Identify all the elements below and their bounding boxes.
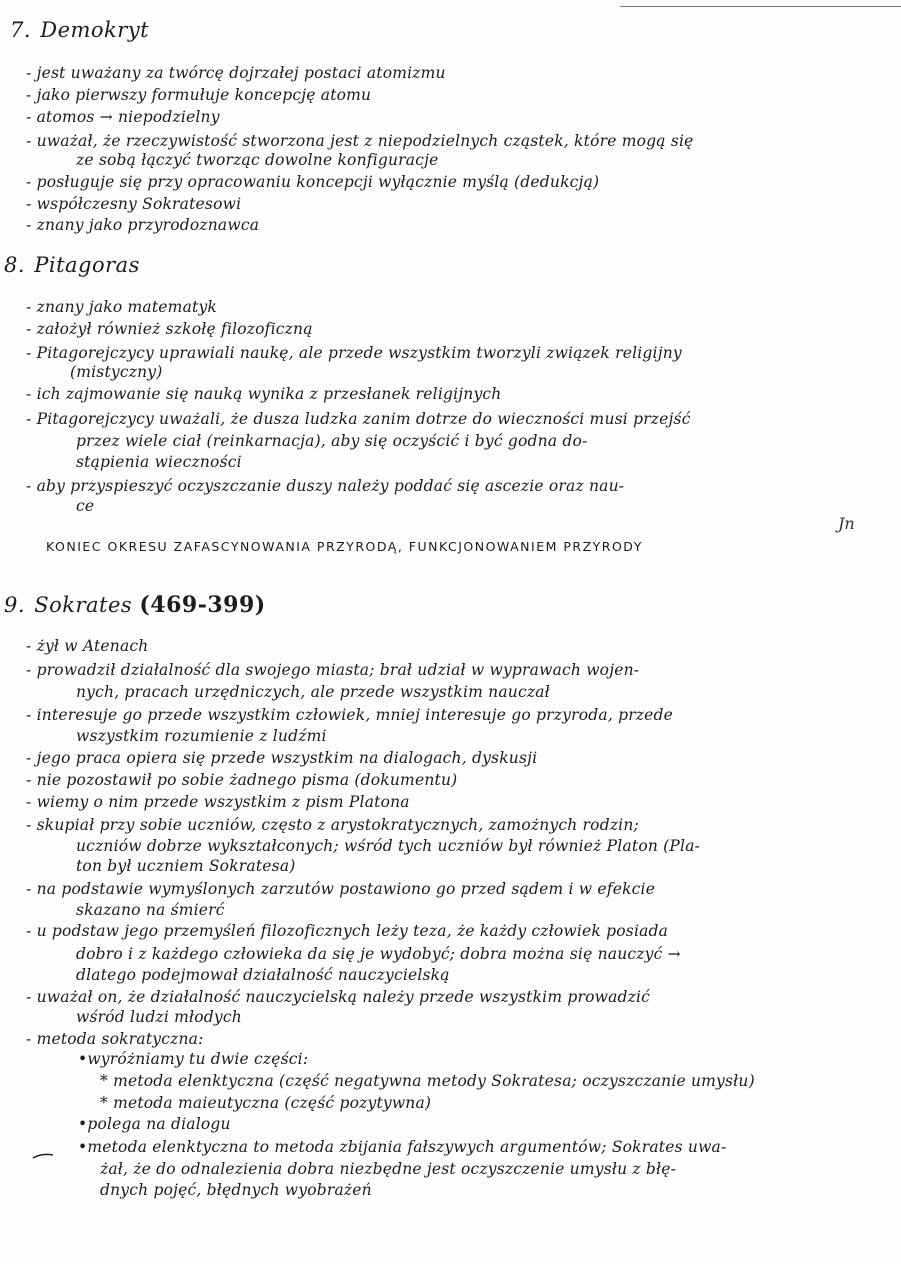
s7-line: - współczesny Sokratesowi — [26, 195, 241, 213]
s9-subline: żał, że do odnalezienia dobra niezbędne jest oczyszczenie umysłu z błę- — [100, 1160, 677, 1178]
s8-line: ce — [76, 497, 95, 515]
s8-line: - ich zajmowanie się nauką wynika z przesłanek religijnych — [26, 385, 501, 403]
s9-subline: * metoda elenktyczna (część negatywna metody Sokratesa; oczyszczanie umysłu) — [100, 1072, 755, 1090]
s9-line: - nie pozostawił po sobie żadnego pisma (dokumentu) — [26, 771, 457, 789]
s9-line: ton był uczniem Sokratesa) — [76, 857, 296, 875]
s7-line: - atomos → niepodzielny — [26, 108, 220, 126]
section-9-heading — [4, 592, 266, 618]
s7-line: - jako pierwszy formułuje koncepcję atomu — [26, 86, 371, 104]
s7-line: - znany jako przyrodoznawca — [26, 216, 259, 234]
s9-line: wśród ludzi młodych — [76, 1008, 242, 1026]
margin-mark: Jn — [838, 514, 855, 533]
top-edge-line — [620, 6, 901, 7]
s8-line: - znany jako matematyk — [26, 298, 217, 316]
s9-line: - u podstaw jego przemyśleń filozoficznych leży teza, że każdy człowiek posiada — [26, 922, 668, 940]
s8-line: - Pitagorejczycy uprawiali naukę, ale przede wszystkim tworzyli związek religijny — [26, 344, 682, 362]
s9-line: wszystkim rozumienie z ludźmi — [76, 727, 327, 745]
s9-line: dlatego podejmował działalność nauczycielską — [76, 966, 450, 984]
s9-line: - żył w Atenach — [26, 637, 148, 655]
s9-line: skazano na śmierć — [76, 901, 225, 919]
s9-line: - interesuje go przede wszystkim człowiek, mniej interesuje go przyroda, przede — [26, 706, 673, 724]
s8-line: stąpienia wieczności — [76, 453, 242, 471]
s9-subline: * metoda maieutyczna (część pozytywna) — [100, 1094, 431, 1112]
s9-subline: • wyróżniamy tu dwie części: — [78, 1050, 308, 1068]
s9-line: nych, pracach urzędniczych, ale przede wszystkim nauczał — [76, 683, 550, 701]
s9-line: - metoda sokratyczna: — [26, 1030, 204, 1048]
section-9-title: Sokrates — [34, 593, 133, 617]
section-8-title: Pitagoras — [34, 253, 140, 277]
s9-line: dobro i z każdego człowieka da się je wydobyć; dobra można się nauczyć → — [76, 945, 681, 963]
s9-line: - uważał on, że działalność nauczycielską należy przede wszystkim prowadzić — [26, 988, 650, 1006]
s9-line: uczniów dobrze wykształconych; wśród tych uczniów był również Platon (Pla- — [76, 837, 701, 855]
section-9-number: 9. — [4, 593, 26, 617]
s7-line: - uważał, że rzeczywistość stworzona jest z niepodzielnych cząstek, które mogą się — [26, 132, 694, 150]
s7-line: ze sobą łączyć tworząc dowolne konfiguracje — [76, 151, 439, 169]
section-9-dates: (469-399) — [139, 592, 266, 618]
s9-subline: • polega na dialogu — [78, 1115, 231, 1133]
s7-line: - jest uważany za twórcę dojrzałej postaci atomizmu — [26, 64, 446, 82]
s9-line: - prowadził działalność dla swojego miasta; brał udział w wyprawach wojen- — [26, 661, 639, 679]
section-8-heading — [4, 253, 140, 277]
s9-subline: • metoda elenktyczna to metoda zbijania fałszywych argumentów; Sokrates uwa- — [78, 1138, 726, 1156]
section-7-title: Demokryt — [40, 18, 150, 42]
s9-line: - skupiał przy sobie uczniów, często z arystokratycznych, zamożnych rodzin; — [26, 816, 639, 834]
s7-line: - posługuje się przy opracowaniu koncepcji wyłącznie myślą (dedukcją) — [26, 173, 599, 191]
s8-line: - Pitagorejczycy uważali, że dusza ludzka zanim dotrze do wieczności musi przejść — [26, 410, 691, 428]
s8-line: (mistyczny) — [70, 363, 163, 381]
s8-line: - założył również szkołę filozoficzną — [26, 320, 313, 338]
s9-line: - jego praca opiera się przede wszystkim na dialogach, dyskusji — [26, 749, 537, 767]
section-7-number: 7. — [10, 18, 32, 42]
end-of-period-banner: KONIEC OKRESU ZAFASCYNOWANIA PRZYRODĄ, FUNKCJONOWANIEM PRZYRODY — [46, 539, 643, 554]
margin-dash-mark — [32, 1152, 54, 1160]
s9-subline: dnych pojęć, błędnych wyobrażeń — [100, 1181, 372, 1199]
s8-line: przez wiele ciał (reinkarnacja), aby się oczyścić i być godna do- — [76, 432, 588, 450]
section-8-number: 8. — [4, 253, 26, 277]
s8-line: - aby przyspieszyć oczyszczanie duszy należy poddać się ascezie oraz nau- — [26, 477, 624, 495]
s9-line: - wiemy o nim przede wszystkim z pism Platona — [26, 793, 410, 811]
s9-line: - na podstawie wymyślonych zarzutów postawiono go przed sądem i w efekcie — [26, 880, 655, 898]
section-7-heading — [10, 18, 149, 42]
